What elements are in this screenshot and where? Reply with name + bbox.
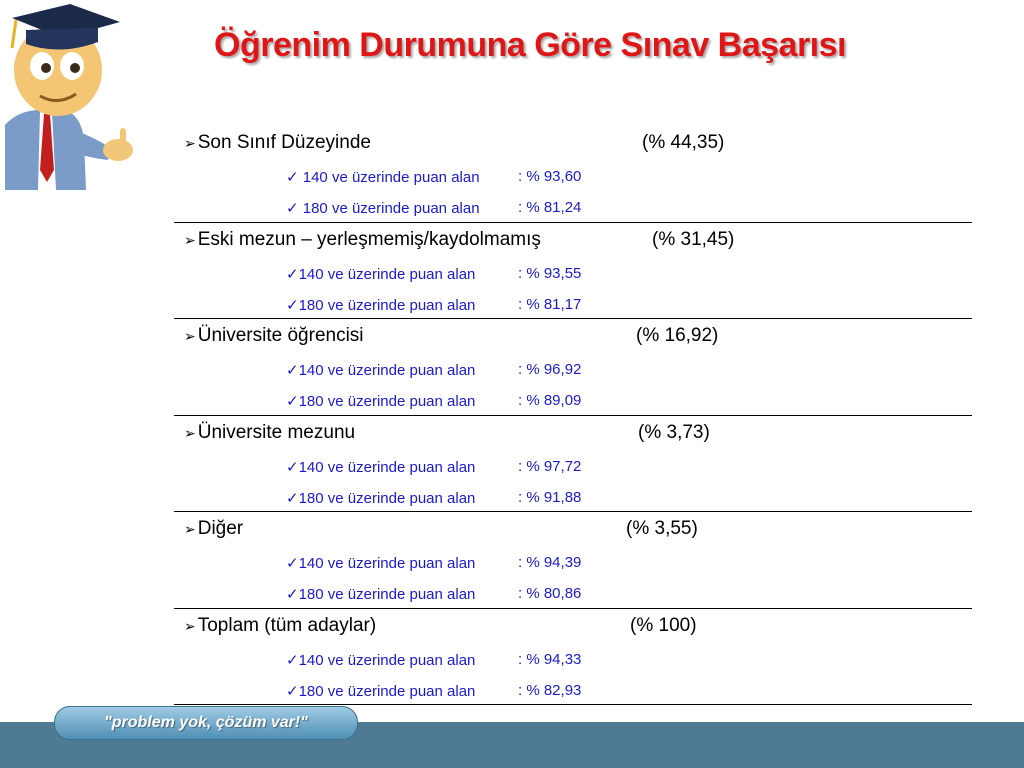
sub-row (286, 361, 582, 379)
checkmark-icon: ✓ (286, 265, 299, 283)
sub-row (286, 457, 582, 476)
checkmark-icon: ✓ (286, 362, 299, 379)
group-row (174, 609, 972, 706)
checkmark-icon: ✓ (286, 489, 299, 507)
arrow-bullet-icon: ➢ (184, 231, 196, 248)
group-percent: (% 3,55) (626, 518, 698, 539)
group-row (174, 126, 972, 223)
sub-row (286, 488, 582, 507)
group-row (174, 319, 972, 416)
sub-value: : % 91,88 (518, 488, 582, 506)
checkmark-icon: ✓ (286, 296, 299, 314)
checkmark-icon: ✓ (286, 169, 299, 186)
checkmark-icon: ✓ (286, 458, 299, 476)
sub-value: : % 94,33 (518, 650, 582, 668)
group-row (174, 223, 972, 320)
sub-value: : % 93,60 (518, 168, 582, 185)
group-percent: (% 31,45) (652, 228, 735, 250)
group-percent: (% 3,73) (638, 421, 710, 443)
sub-value: : % 81,17 (518, 295, 582, 313)
arrow-bullet-icon: ➢ (184, 521, 196, 537)
sub-label: 140 ve üzerinde puan alan (298, 651, 476, 669)
sub-label: 180 ve üzerinde puan alan (298, 586, 476, 603)
sub-label: 180 ve üzerinde puan alan (298, 393, 476, 410)
sub-value: : % 96,92 (518, 361, 582, 378)
sub-row (286, 681, 582, 700)
sub-value: : % 82,93 (518, 681, 582, 699)
sub-label: 180 ve üzerinde puan alan (298, 489, 476, 507)
sub-label: 140 ve üzerinde puan alan (298, 555, 476, 572)
group-percent: (% 16,92) (636, 325, 719, 346)
sub-value: : % 97,72 (518, 457, 582, 475)
checkmark-icon: ✓ (286, 200, 299, 217)
sub-row (286, 199, 582, 217)
sub-value: : % 93,55 (518, 264, 582, 282)
arrow-bullet-icon: ➢ (184, 617, 196, 634)
arrow-bullet-icon: ➢ (184, 135, 196, 151)
group-label: Diğer (197, 518, 244, 539)
group-label: Üniversite öğrencisi (197, 325, 364, 346)
sub-row (286, 392, 582, 410)
sub-row (286, 295, 582, 314)
sub-value: : % 89,09 (518, 392, 582, 409)
checkmark-icon: ✓ (286, 682, 299, 700)
group-row (174, 512, 972, 609)
checkmark-icon: ✓ (286, 555, 299, 572)
group-row (174, 416, 972, 513)
page-title: Öğrenim Durumuna Göre Sınav Başarısı (214, 26, 846, 64)
sub-label: 140 ve üzerinde puan alan (298, 169, 480, 186)
group-percent: (% 44,35) (642, 132, 725, 153)
sub-label: 180 ve üzerinde puan alan (298, 682, 476, 700)
checkmark-icon: ✓ (286, 651, 299, 669)
sub-label: 180 ve üzerinde puan alan (298, 296, 476, 314)
sub-label: 180 ve üzerinde puan alan (298, 200, 480, 217)
group-label: Üniversite mezunu (197, 421, 356, 443)
sub-label: 140 ve üzerinde puan alan (298, 265, 476, 283)
arrow-bullet-icon: ➢ (184, 424, 196, 441)
graduate-mascot-icon (0, 0, 140, 190)
checkmark-icon: ✓ (286, 393, 299, 410)
group-label: Son Sınıf Düzeyinde (197, 132, 371, 153)
sub-label: 140 ve üzerinde puan alan (298, 362, 476, 379)
sub-row (286, 168, 582, 186)
group-percent: (% 100) (630, 614, 697, 636)
slogan-badge: "problem yok, çözüm var!" (54, 706, 358, 740)
arrow-bullet-icon: ➢ (184, 328, 196, 344)
checkmark-icon: ✓ (286, 586, 299, 603)
results-table (174, 126, 972, 705)
sub-row (286, 585, 582, 603)
sub-row (286, 264, 582, 283)
group-label: Toplam (tüm adaylar) (197, 614, 377, 636)
sub-row (286, 650, 582, 669)
sub-row (286, 554, 582, 572)
sub-value: : % 81,24 (518, 199, 582, 216)
sub-value: : % 94,39 (518, 554, 582, 571)
sub-value: : % 80,86 (518, 585, 582, 602)
group-label: Eski mezun – yerleşmemiş/kaydolmamış (197, 228, 541, 250)
sub-label: 140 ve üzerinde puan alan (298, 458, 476, 476)
